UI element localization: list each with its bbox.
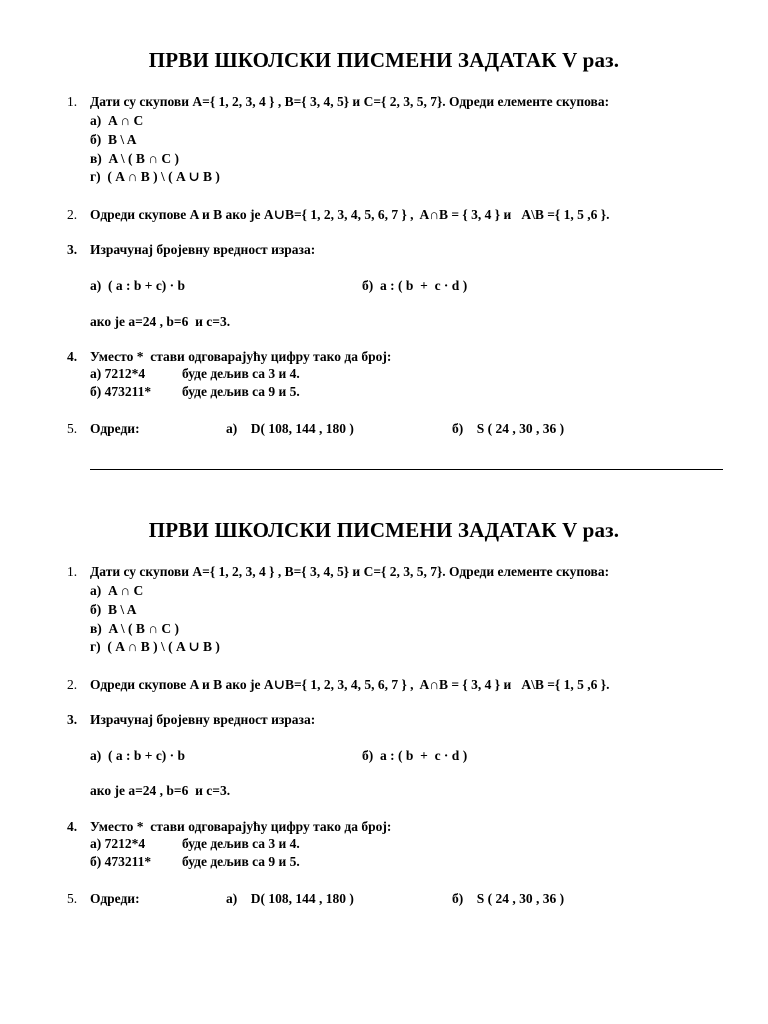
task-1-item-b: б) B \ A — [90, 132, 137, 147]
test-copy-1 — [0, 0, 768, 470]
task-3-number: 3. — [67, 712, 78, 727]
task-3-text: Израчунај бројевну вредност израза: — [90, 712, 316, 727]
task-1-item-a: а) A ∩ C — [90, 583, 144, 598]
task-5-label: Одреди: — [90, 421, 140, 436]
task-4-item-b-number: б) 473211* — [90, 384, 152, 399]
task-3-item-a: а) ( a : b + c) · b — [90, 748, 186, 763]
task-1-text: Дати су скупови A={ 1, 2, 3, 4 } , B={ 3, 4, 5} и C={ 2, 3, 5, 7}. Одреди елементе скупова: — [90, 564, 610, 579]
task-5-item-a: а) D( 108, 144 , 180 ) — [226, 421, 354, 436]
task-1-item-b: б) B \ A — [90, 602, 137, 617]
task-3-given: ако је a=24 , b=6 и c=3. — [90, 314, 231, 329]
task-1-number: 1. — [67, 94, 78, 109]
task-1-item-d: г) ( A ∩ B ) \ ( A ∪ B ) — [90, 169, 220, 184]
task-3-number: 3. — [67, 242, 78, 257]
task-4-number: 4. — [67, 819, 78, 834]
task-4-item-a-text: буде дељив са 3 и 4. — [182, 366, 300, 381]
task-1-item-a: а) A ∩ C — [90, 113, 144, 128]
task-4-item-b-number: б) 473211* — [90, 854, 152, 869]
task-5-item-b: б) S ( 24 , 30 , 36 ) — [452, 891, 565, 906]
task-4-item-a-number: а) 7212*4 — [90, 366, 146, 381]
task-5-number: 5. — [67, 421, 78, 436]
task-1-item-d: г) ( A ∩ B ) \ ( A ∪ B ) — [90, 639, 220, 654]
task-4-text: Уместо * стави одговарајућу цифру тако да број: — [90, 819, 392, 834]
task-3-item-a: а) ( a : b + c) · b — [90, 278, 186, 293]
task-1-item-c: в) A \ ( B ∩ C ) — [90, 621, 179, 636]
task-2-number: 2. — [67, 207, 78, 222]
task-5-item-a: а) D( 108, 144 , 180 ) — [226, 891, 354, 906]
task-4-number: 4. — [67, 349, 78, 364]
page-title: ПРВИ ШКОЛСКИ ПИСМЕНИ ЗАДАТАК V раз. — [148, 48, 620, 72]
task-5-label: Одреди: — [90, 891, 140, 906]
task-5-item-b: б) S ( 24 , 30 , 36 ) — [452, 421, 565, 436]
task-3-item-b: б) a : ( b + c · d ) — [362, 278, 468, 293]
test-copy-2 — [0, 470, 768, 940]
task-2-number: 2. — [67, 677, 78, 692]
task-3-text: Израчунај бројевну вредност израза: — [90, 242, 316, 257]
task-4-item-b-text: буде дељив са 9 и 5. — [182, 854, 300, 869]
task-4-item-a-number: а) 7212*4 — [90, 836, 146, 851]
task-2-text: Одреди скупове A и B ако је A∪B={ 1, 2, 3, 4, 5, 6, 7 } , A∩B = { 3, 4 } и A\B ={ 1, 5 ,6 }. — [90, 207, 610, 222]
task-1-item-c: в) A \ ( B ∩ C ) — [90, 151, 179, 166]
task-3-given: ако је a=24 , b=6 и c=3. — [90, 783, 231, 798]
task-5-number: 5. — [67, 891, 78, 906]
task-1-number: 1. — [67, 564, 78, 579]
task-1-text: Дати су скупови A={ 1, 2, 3, 4 } , B={ 3, 4, 5} и C={ 2, 3, 5, 7}. Одреди елементе скупова: — [90, 94, 610, 109]
task-4-item-a-text: буде дељив са 3 и 4. — [182, 836, 300, 851]
task-2-text: Одреди скупове A и B ако је A∪B={ 1, 2, 3, 4, 5, 6, 7 } , A∩B = { 3, 4 } и A\B ={ 1, 5 ,6 }. — [90, 677, 610, 692]
task-4-item-b-text: буде дељив са 9 и 5. — [182, 384, 300, 399]
task-4-text: Уместо * стави одговарајућу цифру тако да број: — [90, 349, 392, 364]
task-3-item-b: б) a : ( b + c · d ) — [362, 748, 468, 763]
page-title: ПРВИ ШКОЛСКИ ПИСМЕНИ ЗАДАТАК V раз. — [148, 518, 620, 542]
